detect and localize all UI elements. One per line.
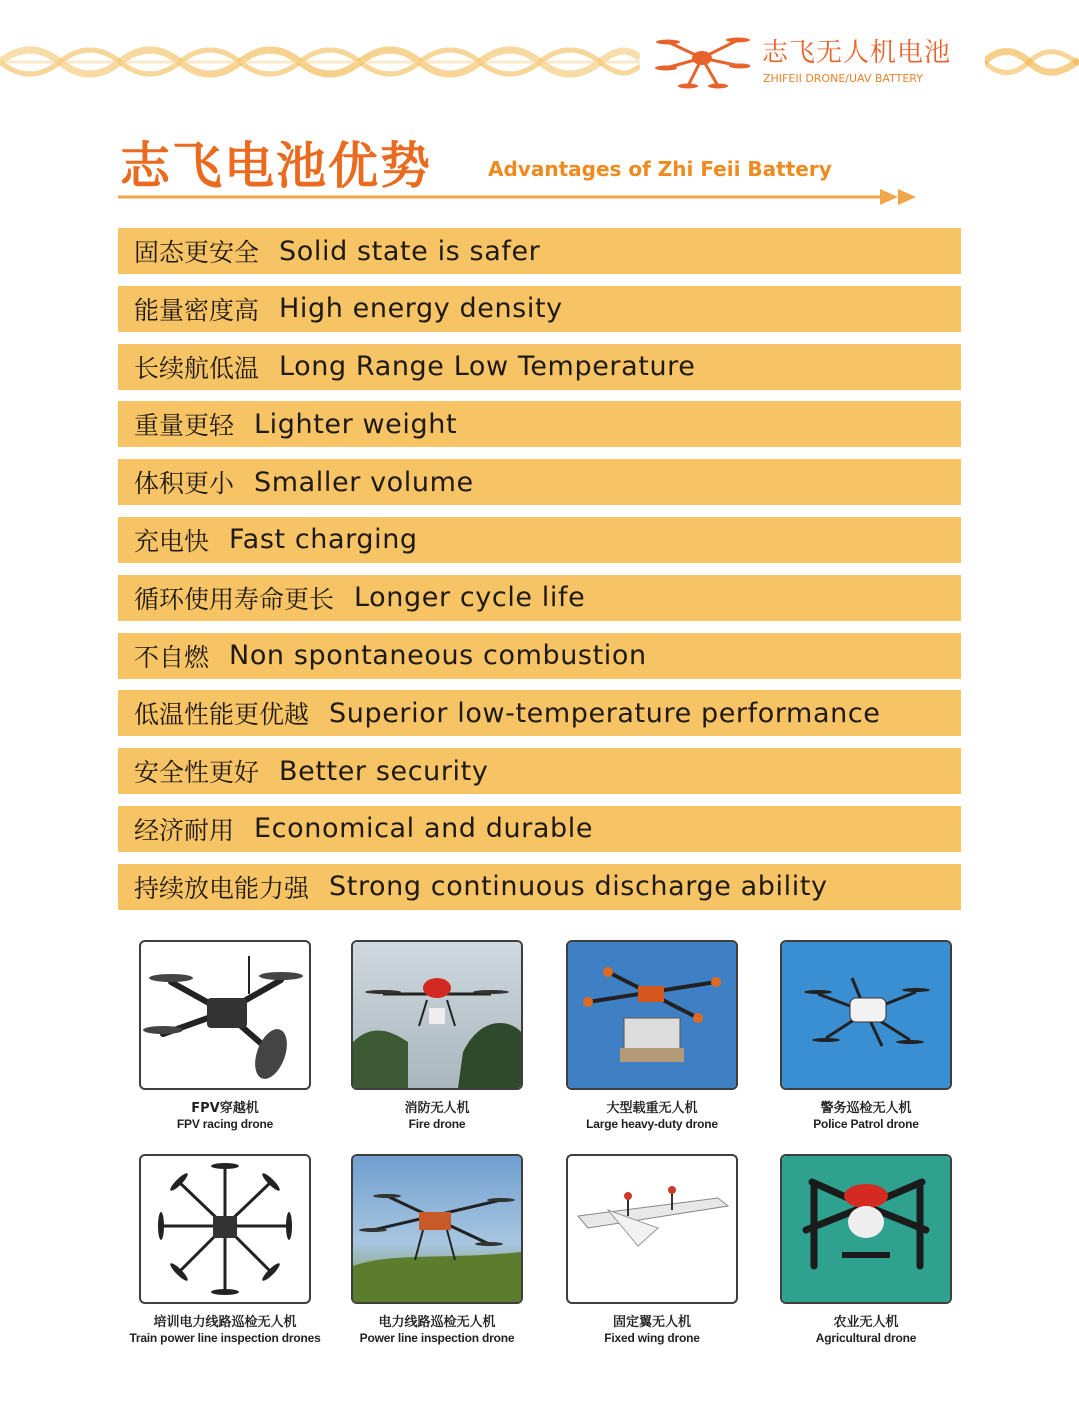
page-title-cn: 志飞电池优势 [120, 137, 432, 195]
advantage-label-cn: 长续航低温 [134, 353, 260, 383]
drone-caption-en: Police Patrol drone [813, 1117, 919, 1131]
advantage-label-en: High energy density [279, 293, 563, 325]
police-drone-icon [780, 940, 952, 1090]
fire-drone-icon [351, 940, 523, 1090]
drone-caption-cn: 培训电力线路巡检无人机 [153, 1315, 297, 1330]
drone-caption-en: Agricultural drone [815, 1331, 917, 1345]
advantage-label-cn: 能量密度高 [134, 295, 260, 325]
advantage-label-en: Better security [279, 755, 489, 787]
advantage-label-cn: 固态更安全 [134, 238, 260, 267]
drone-caption-en: Fixed wing drone [604, 1331, 700, 1345]
page-title-en: Advantages of Zhi Feii Battery [488, 157, 832, 181]
agri-drone-icon [780, 1154, 952, 1304]
drone-caption-en: FPV racing drone [176, 1117, 274, 1131]
advantage-label-en: Longer cycle life [354, 582, 586, 614]
drone-caption-cn: 农业无人机 [833, 1315, 899, 1330]
advantage-label-en: Smaller volume [254, 466, 474, 498]
drone-caption-cn: FPV穿越机 [191, 1101, 259, 1116]
advantage-label-cn: 不自燃 [134, 642, 210, 672]
drone-caption-cn: 固定翼无人机 [612, 1315, 691, 1330]
advantage-label-en: Non spontaneous combustion [229, 640, 647, 672]
drone-caption-cn: 大型载重无人机 [606, 1101, 698, 1116]
brand-name-en: ZHIFEII DRONE/UAV BATTERY [763, 72, 923, 85]
power-line-drone-icon [351, 1154, 523, 1304]
advantage-label-cn: 充电快 [134, 526, 210, 556]
advantage-label-cn: 经济耐用 [134, 815, 235, 845]
advantage-label-cn: 低温性能更优越 [134, 700, 310, 730]
octocopter-drone-icon [139, 1154, 311, 1304]
advantage-label-en: Lighter weight [254, 408, 458, 440]
drone-caption-en: Power line inspection drone [359, 1331, 515, 1345]
advantage-label-cn: 体积更小 [134, 469, 235, 499]
drone-caption-cn: 电力线路巡检无人机 [378, 1315, 496, 1330]
drone-caption-cn: 警务巡检无人机 [820, 1101, 912, 1116]
drone-caption-en: Fire drone [408, 1117, 466, 1131]
heavy-lift-drone-icon [566, 940, 738, 1090]
advantage-label-en: Long Range Low Temperature [279, 351, 696, 383]
advantage-label-en: Superior low-temperature performance [329, 697, 881, 729]
drone-caption-en: Large heavy-duty drone [586, 1117, 718, 1131]
fpv-drone-icon [139, 940, 311, 1090]
fixed-wing-drone-icon [566, 1154, 738, 1304]
drone-caption-en: Train power line inspection drones [129, 1331, 321, 1345]
advantage-label-en: Solid state is safer [279, 235, 541, 267]
advantage-label-cn: 循环使用寿命更长 [134, 584, 335, 614]
brand-name-cn: 志飞无人机电池 [762, 38, 952, 68]
advantage-label-cn: 安全性更好 [134, 758, 260, 788]
advantage-label-cn: 重量更轻 [134, 411, 235, 441]
drone-caption-cn: 消防无人机 [404, 1101, 470, 1116]
advantage-label-en: Fast charging [229, 524, 418, 556]
advantage-label-en: Strong continuous discharge ability [329, 871, 828, 903]
advantage-label-cn: 持续放电能力强 [134, 873, 310, 903]
advantage-label-en: Economical and durable [254, 813, 594, 845]
